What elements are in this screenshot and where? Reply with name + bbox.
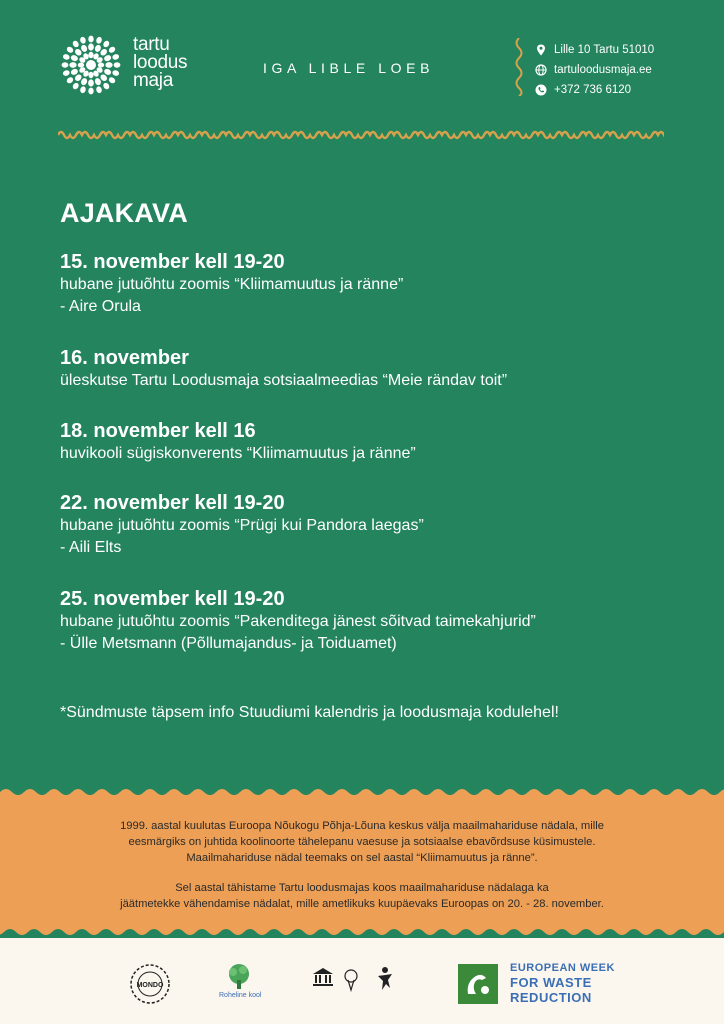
schedule-speaker: - Ülle Metsmann (Põllumajandus- ja Toiduamet) xyxy=(60,635,397,652)
schedule-item xyxy=(60,587,536,655)
partner-figure-logo-icon xyxy=(374,964,396,996)
schedule-date: 15. november kell 19-20 xyxy=(60,251,285,273)
contact-website-text[interactable]: tartuloodusmaja.ee xyxy=(554,64,652,76)
roheline-kool-logo-icon xyxy=(219,962,259,990)
schedule-description: hubane jutuõhtu zoomis “Pakenditega jänest sõitvad taimekahjurid” xyxy=(60,613,536,630)
vertical-squiggle-decoration xyxy=(513,38,525,96)
ewwr-line: REDUCTION xyxy=(510,990,592,1005)
unesco-logo-icon xyxy=(312,966,334,988)
schedule-item xyxy=(60,491,424,559)
tartu-loodusmaja-logo-icon xyxy=(60,34,122,96)
brand-line: tartu xyxy=(133,34,170,55)
footnote: *Sündmuste täpsem info Stuudiumi kalendris ja loodusmaja kodulehel! xyxy=(60,704,559,721)
ewwr-line: FOR WASTE xyxy=(510,975,592,990)
contact-address-text: Lille 10 Tartu 51010 xyxy=(554,44,655,56)
schedule-description: hubane jutuõhtu zoomis “Kliimamuutus ja ränne” xyxy=(60,276,404,293)
ewwr-logo-icon xyxy=(458,964,498,1004)
schedule-speaker: - Aili Elts xyxy=(60,539,122,556)
info-line: eesmärgiks on juhtida koolinoorte tähelepanu vaesuse ja sotsiaalse ebavõrdsuse küsimustele. xyxy=(128,836,596,848)
schedule-date: 16. november xyxy=(60,347,189,369)
contact-phone[interactable] xyxy=(535,80,654,100)
contact-list xyxy=(535,40,654,100)
schedule-speaker: - Aire Orula xyxy=(60,298,141,315)
schedule-item xyxy=(60,346,507,392)
brand-line: maja xyxy=(133,70,173,91)
info-line: Maailmahariduse nädal teemaks on sel aastal “Kliimamuutus ja ränne”. xyxy=(186,852,538,864)
schedule-date: 22. november kell 19-20 xyxy=(60,492,285,514)
schedule-item xyxy=(60,250,403,318)
phone-icon xyxy=(535,84,547,96)
mondo-label: MONDO xyxy=(136,982,164,989)
schedule-item xyxy=(60,419,416,465)
schedule-description: üleskutse Tartu Loodusmaja sotsiaalmeedias “Meie rändav toit” xyxy=(60,372,508,389)
tagline: IGA LIBLE LOEB xyxy=(263,60,435,76)
partner-logos-bar xyxy=(0,938,724,1024)
mondo-logo-icon xyxy=(128,962,172,1006)
globe-icon xyxy=(535,64,547,76)
info-line: Sel aastal tähistame Tartu loodusmajas koos maailmahariduse nädalaga ka xyxy=(175,882,549,894)
schedule-description: huvikooli sügiskonverents “Kliimamuutus ja ränne” xyxy=(60,445,416,462)
wavy-divider xyxy=(58,128,664,142)
info-line: jäätmetekke vähendamise nädalat, mille ametlikuks kuupäevaks Euroopas on 20. - 28. november. xyxy=(120,898,604,910)
location-pin-icon xyxy=(535,44,547,56)
roheline-kool-label: Roheline kool xyxy=(219,992,262,999)
brand-name xyxy=(133,36,187,90)
schedule-description: hubane jutuõhtu zoomis “Prügi kui Pandora laegas” xyxy=(60,517,424,534)
info-line: 1999. aastal kuulutas Euroopa Nõukogu Põhja-Lõuna keskus välja maailmahariduse nädala, mille xyxy=(120,820,604,832)
ewwr-line: EUROPEAN WEEK xyxy=(510,962,615,974)
contact-website[interactable] xyxy=(535,60,654,80)
page-title: AJAKAVA xyxy=(60,198,188,228)
ewwr-title xyxy=(510,962,615,1005)
brand-line: loodus xyxy=(133,52,188,73)
schedule-date: 25. november kell 19-20 xyxy=(60,588,285,610)
unesco-schools-logo-icon xyxy=(342,966,360,996)
info-text xyxy=(0,818,724,912)
schedule-date: 18. november kell 16 xyxy=(60,420,256,442)
contact-address xyxy=(535,40,654,60)
contact-phone-text[interactable]: +372 736 6120 xyxy=(554,84,632,96)
